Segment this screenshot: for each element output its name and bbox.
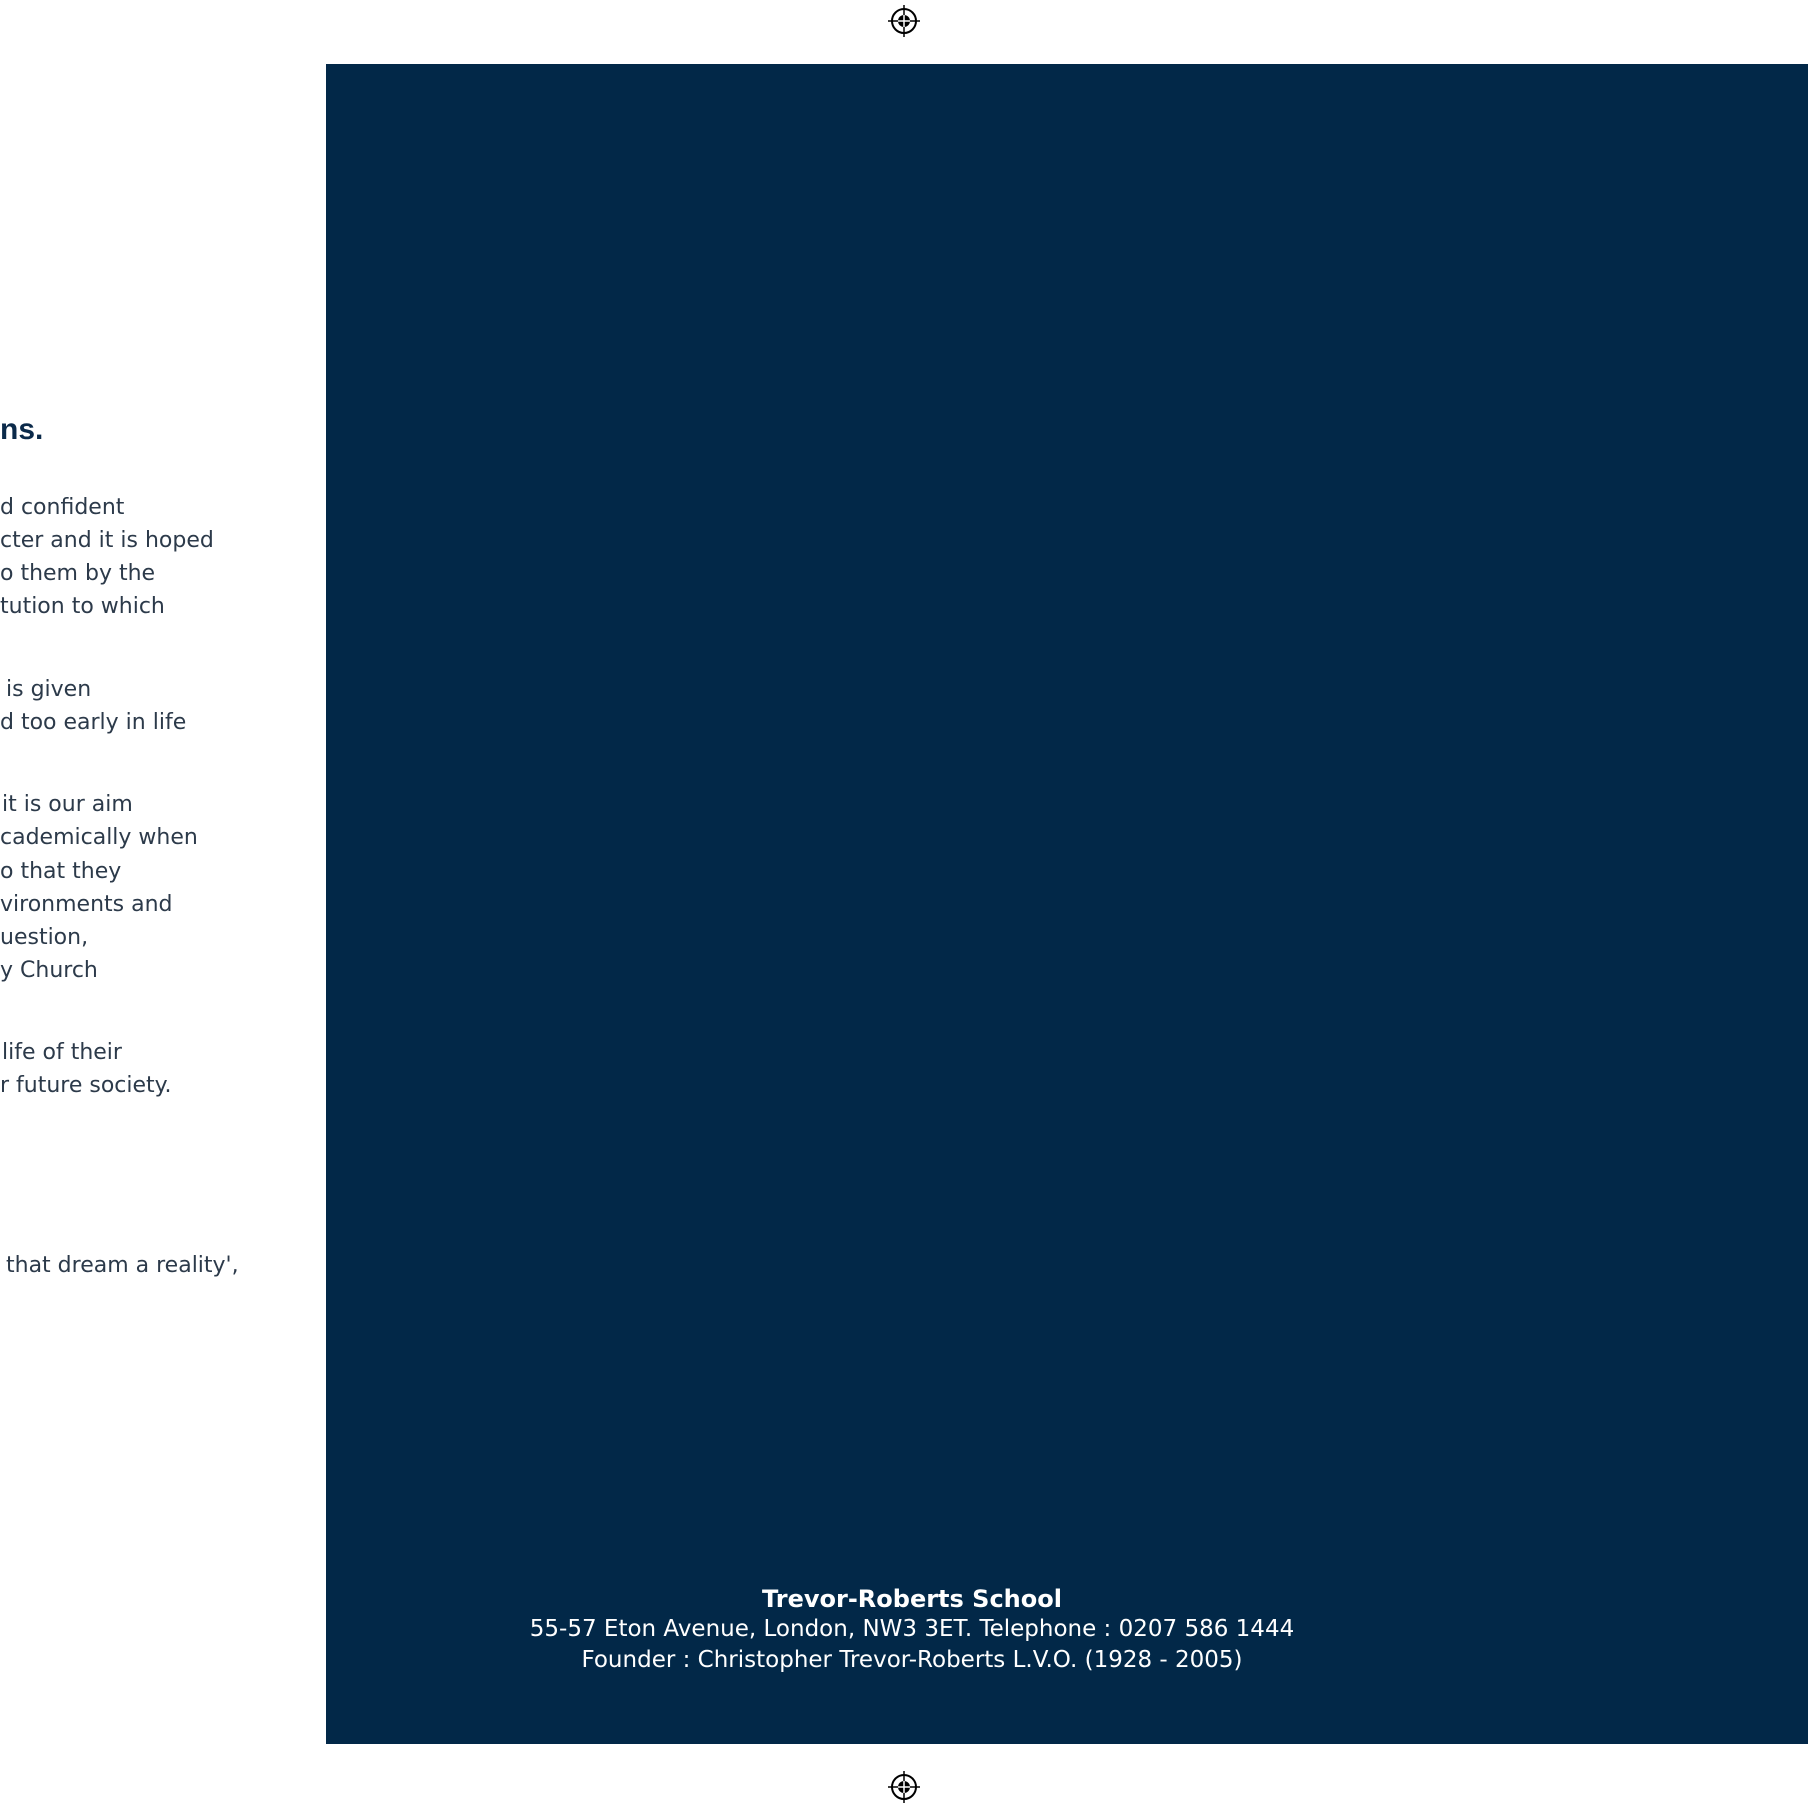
body-text-line: cademically when <box>0 825 198 850</box>
body-text-line: vironments and <box>0 892 173 917</box>
back-cover-panel <box>326 64 1808 1744</box>
body-text-line: cter and it is hoped <box>0 528 214 553</box>
body-text-line: tution to which <box>0 594 165 619</box>
body-text-line: d confident <box>0 495 125 520</box>
body-text-line: r future society. <box>0 1073 172 1098</box>
body-text-line: uestion, <box>0 925 89 950</box>
school-name: Trevor-Roberts School <box>762 1585 1062 1613</box>
body-text-line: d too early in life <box>0 710 187 735</box>
school-founder: Founder : Christopher Trevor-Roberts L.V.O. (1928 - 2005) <box>581 1647 1243 1673</box>
body-text-line: is given <box>6 677 92 702</box>
body-text-line: y Church <box>0 958 98 983</box>
school-contact-block <box>326 1584 1498 1676</box>
body-text-line: o them by the <box>0 561 156 586</box>
registration-mark-icon <box>888 1771 920 1803</box>
registration-mark-icon <box>888 5 920 37</box>
left-page-text-column <box>0 0 326 1808</box>
body-text-line: o that they <box>0 859 122 884</box>
section-heading-fragment: ns. <box>0 413 44 446</box>
body-text-line: life of their <box>2 1040 122 1065</box>
body-text-line: that dream a reality', <box>6 1253 239 1278</box>
school-address: 55-57 Eton Avenue, London, NW3 3ET. Telephone : 0207 586 1444 <box>529 1616 1295 1642</box>
body-text-line: it is our aim <box>2 792 133 817</box>
